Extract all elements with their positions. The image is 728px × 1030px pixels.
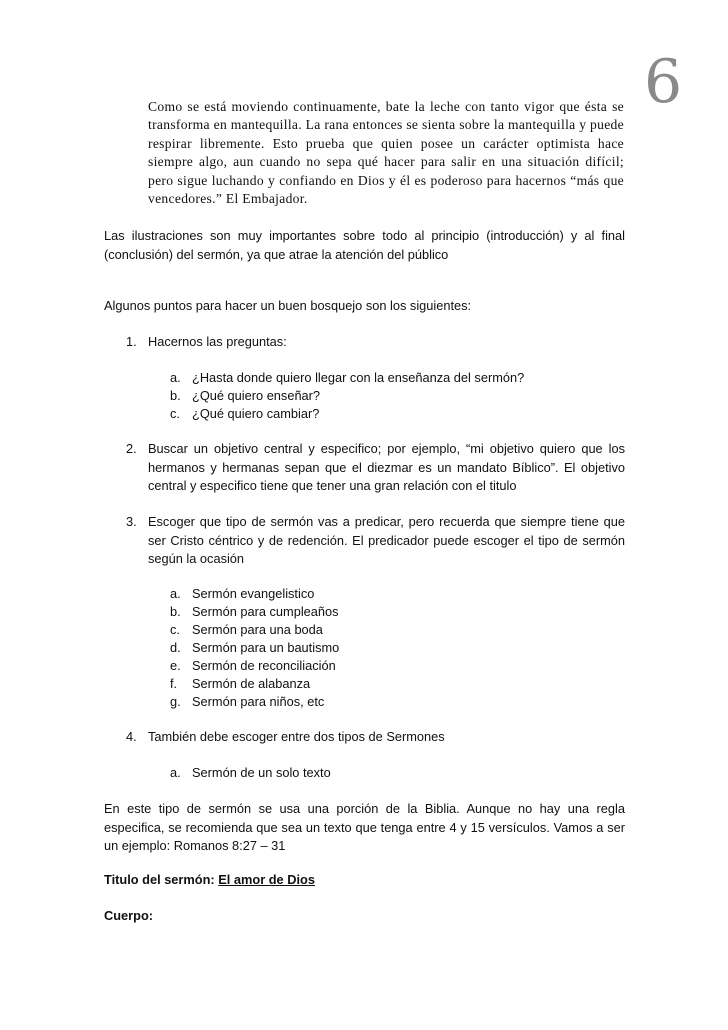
sub-list-letter: c. [170,406,180,421]
sub-list-text: Sermón de un solo texto [192,765,331,780]
sub-list-text: ¿Hasta donde quiero llegar con la enseñanza del sermón? [192,370,525,385]
page-number: 6 [644,47,683,117]
body-label: Cuerpo: [104,908,154,923]
sub-list-text: Sermón evangelistico [192,586,315,601]
sermon-title-value: El amor de Dios [218,872,315,887]
sub-list-letter: c. [170,622,180,637]
sub-list-text: Sermón para un bautismo [192,640,340,655]
sub-list-item [170,585,314,603]
sub-list-letter: a. [170,586,181,601]
sub-list-item [170,693,324,711]
sub-list-item [170,405,319,423]
sub-list-item [170,387,320,405]
sub-list-text: Sermón para niños, etc [192,694,325,709]
list-item-text: Hacernos las preguntas: [148,334,287,349]
quote-paragraph: Como se está moviendo continuamente, bate la leche con tanto vigor que ésta se transforma en mantequilla. La rana entonces se sienta sobre la mantequilla y puede respirar libremente. Esto prueba que quien posee un carácter optimista hace siempre algo, aun cuando no sepa qué hacer para salir en una situación difícil; pero sigue luchando y confiando en Dios y él es poderoso para hacernos “más que vencedores.” El Embajador. [148,99,624,207]
sermon-title-label: Titulo del sermón: [104,872,215,887]
sub-list-text: ¿Qué quiero enseñar? [192,388,321,403]
sub-list-letter: d. [170,640,181,655]
sub-list-letter: f. [170,676,178,691]
sub-list-letter: e. [170,658,181,673]
sub-list-item [170,764,331,782]
sermon-title-line [104,871,625,890]
sub-list-item [170,675,310,693]
list-item-text: También debe escoger entre dos tipos de Sermones [148,729,445,744]
list-number: 4. [126,729,137,744]
sub-list-letter: b. [170,604,181,619]
paragraph-single-text-sermon: En este tipo de sermón se usa una porción de la Biblia. Aunque no hay una regla especifica, se recomienda que sea un texto que tenga entre 4 y 15 versículos. Vamos a ser un ejemplo: Romanos 8:27 – 31 [104,801,625,853]
sub-list-item [170,369,524,387]
sub-list-item [170,603,339,621]
sub-list-item [170,639,339,657]
paragraph-illustrations: Las ilustraciones son muy importantes sobre todo al principio (introducción) y al final (conclusión) del sermón, ya que atrae la atención del público [104,228,625,262]
paragraph-outline-intro: Algunos puntos para hacer un buen bosquejo son los siguientes: [104,298,472,313]
list-number: 2. [126,441,137,456]
sub-list-text: Sermón para una boda [192,622,323,637]
sub-list-text: Sermón de alabanza [192,676,311,691]
sub-list-letter: b. [170,388,181,403]
list-item-text: Buscar un objetivo central y especifico; por ejemplo, “mi objetivo quiero que los hermanos y hermanas sepan que el diezmar es un mandato Bíblico”. El objetivo central y especifico tiene que tener una gran relación con el titulo [148,441,625,493]
sub-list-letter: a. [170,370,181,385]
sub-list-text: ¿Qué quiero cambiar? [192,406,320,421]
sub-list-letter: g. [170,694,181,709]
sub-list-text: Sermón de reconciliación [192,658,336,673]
list-number: 3. [126,514,137,529]
sub-list-text: Sermón para cumpleaños [192,604,339,619]
list-number: 1. [126,334,137,349]
sub-list-item [170,657,336,675]
sub-list-item [170,621,323,639]
list-item-text: Escoger que tipo de sermón vas a predicar, pero recuerda que siempre tiene que ser Cristo céntrico y de redención. El predicador puede escoger el tipo de sermón según la ocasión [148,514,625,566]
sub-list-letter: a. [170,765,181,780]
